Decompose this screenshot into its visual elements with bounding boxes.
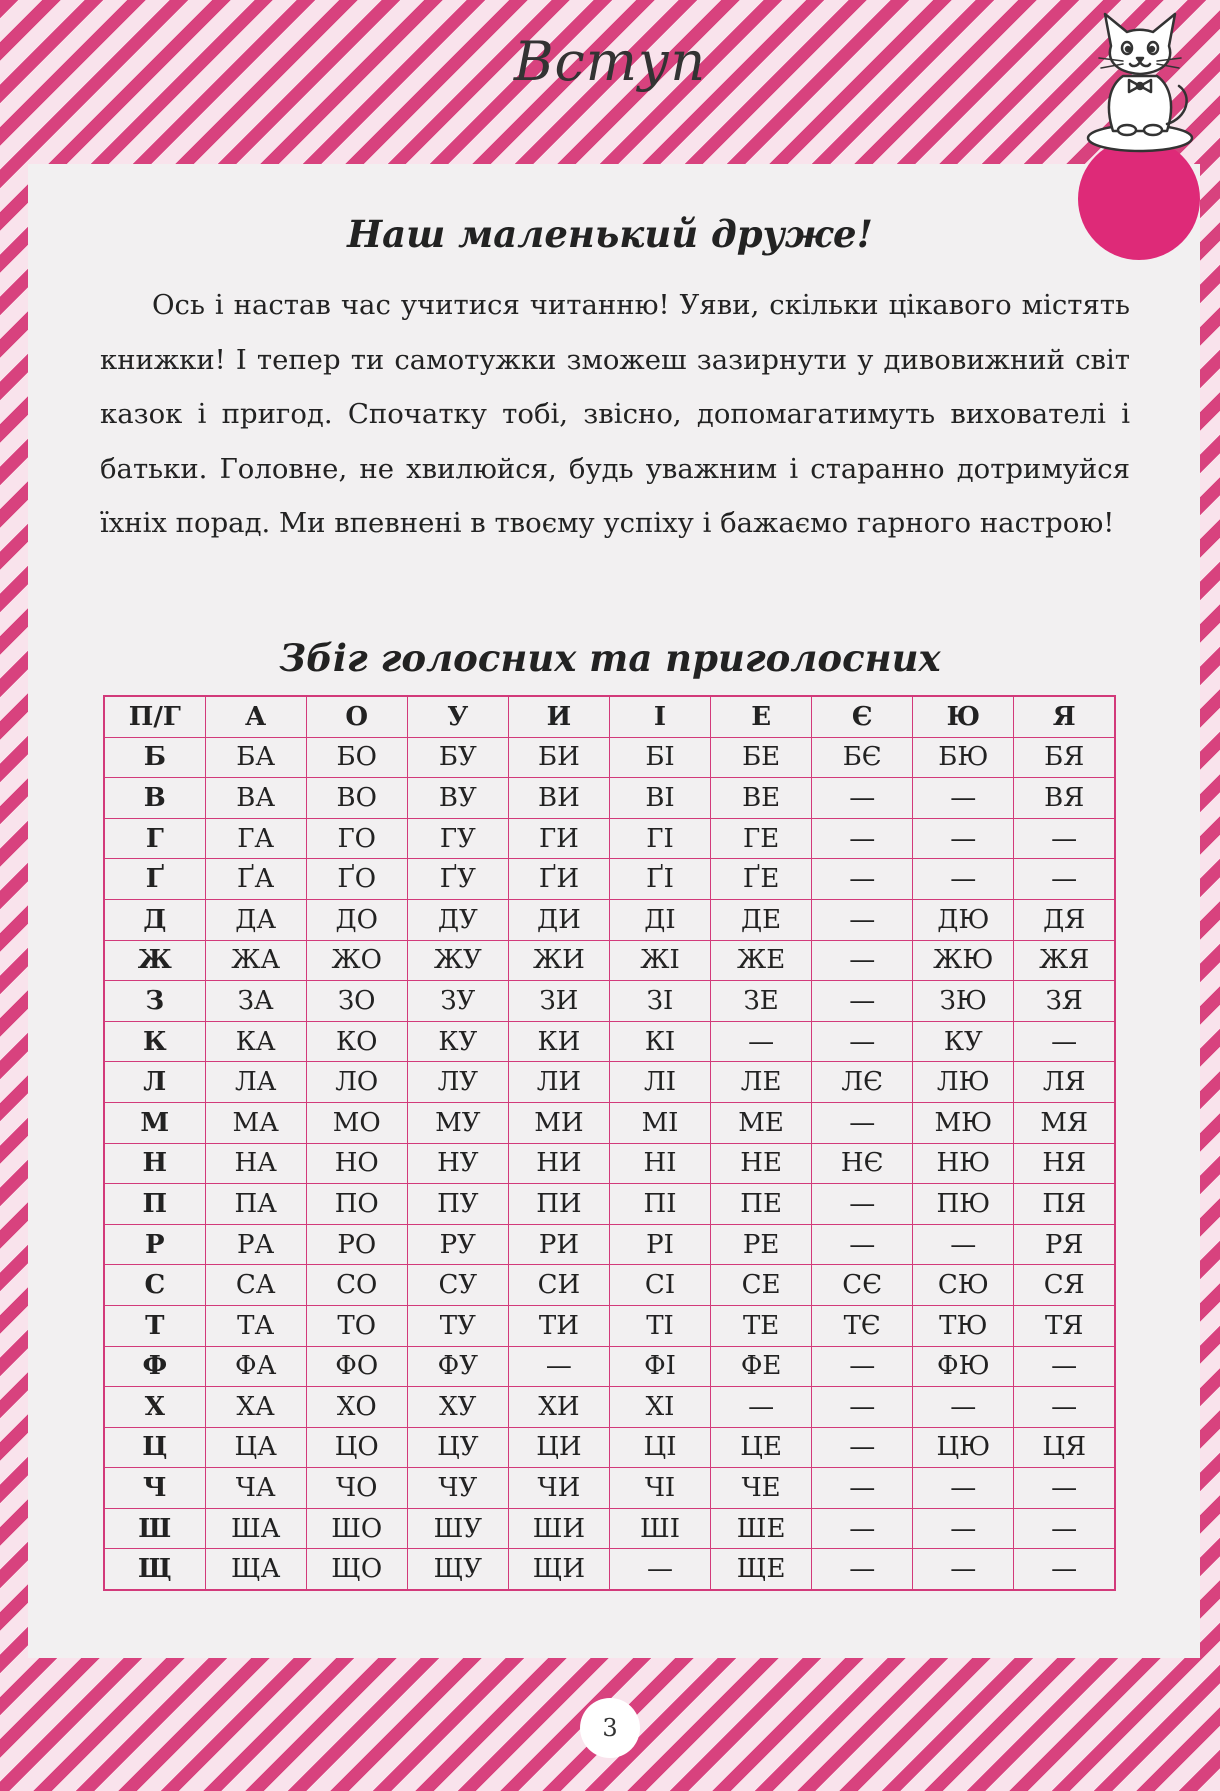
syllable-cell: — (812, 981, 913, 1022)
syllable-cell: ЗИ (508, 981, 609, 1022)
syllable-cell: ШО (306, 1508, 407, 1549)
consonant-cell: З (104, 981, 205, 1022)
syllable-cell: ГІ (609, 818, 710, 859)
syllable-cell: ЧО (306, 1468, 407, 1509)
syllable-cell: МЕ (711, 1102, 812, 1143)
intro-subtitle: Наш маленький друже! (347, 212, 873, 256)
table-row (104, 899, 1115, 940)
syllable-cell: — (913, 1468, 1014, 1509)
syllable-cell: РО (306, 1224, 407, 1265)
syllable-cell: БЕ (711, 737, 812, 778)
syllable-cell: СЕ (711, 1265, 812, 1306)
syllable-cell: ЩУ (407, 1549, 508, 1590)
syllable-cell: — (711, 1387, 812, 1428)
syllable-cell: — (812, 1508, 913, 1549)
syllable-cell: ЦЯ (1014, 1427, 1115, 1468)
table-row (104, 1549, 1115, 1590)
syllable-cell: ГИ (508, 818, 609, 859)
syllable-cell: СА (205, 1265, 306, 1306)
syllable-cell: ҐІ (609, 859, 710, 900)
syllable-cell: ЩО (306, 1549, 407, 1590)
syllable-cell: МИ (508, 1102, 609, 1143)
syllable-cell: РИ (508, 1224, 609, 1265)
syllable-cell: — (1014, 859, 1115, 900)
consonant-cell: Х (104, 1387, 205, 1428)
syllable-cell: ЖЕ (711, 940, 812, 981)
table-row (104, 1021, 1115, 1062)
syllable-cell: ЛО (306, 1062, 407, 1103)
consonant-cell: Г (104, 818, 205, 859)
consonant-cell: Щ (104, 1549, 205, 1590)
table-row (104, 1102, 1115, 1143)
syllable-cell: МА (205, 1102, 306, 1143)
syllable-cell: ТИ (508, 1305, 609, 1346)
syllable-cell: — (812, 899, 913, 940)
syllable-cell: НА (205, 1143, 306, 1184)
table-row (104, 818, 1115, 859)
syllable-cell: ТЯ (1014, 1305, 1115, 1346)
syllable-cell: МО (306, 1102, 407, 1143)
syllable-cell: НІ (609, 1143, 710, 1184)
syllable-cell: НУ (407, 1143, 508, 1184)
syllable-cell: БІ (609, 737, 710, 778)
syllable-cell: ЦА (205, 1427, 306, 1468)
syllable-cell: ХА (205, 1387, 306, 1428)
syllable-cell: СУ (407, 1265, 508, 1306)
table-row (104, 981, 1115, 1022)
syllable-cell: ЦІ (609, 1427, 710, 1468)
syllable-cell: — (609, 1549, 710, 1590)
syllable-cell: — (812, 1427, 913, 1468)
syllable-table (103, 695, 1116, 1591)
syllable-cell: ТЄ (812, 1305, 913, 1346)
consonant-cell: М (104, 1102, 205, 1143)
syllable-cell: ХІ (609, 1387, 710, 1428)
syllable-cell: БЯ (1014, 737, 1115, 778)
syllable-cell: — (913, 1549, 1014, 1590)
syllable-cell: КУ (407, 1021, 508, 1062)
syllable-cell: ЩА (205, 1549, 306, 1590)
table-row (104, 1062, 1115, 1103)
syllable-cell: — (913, 1508, 1014, 1549)
syllable-cell: НО (306, 1143, 407, 1184)
header-cell-vowel: І (609, 696, 710, 737)
table-row (104, 1387, 1115, 1428)
syllable-cell: ПЕ (711, 1184, 812, 1225)
syllable-cell: ВА (205, 778, 306, 819)
syllable-cell: КО (306, 1021, 407, 1062)
syllable-cell: ТА (205, 1305, 306, 1346)
syllable-cell: ПО (306, 1184, 407, 1225)
syllable-cell: СО (306, 1265, 407, 1306)
syllable-cell: МУ (407, 1102, 508, 1143)
syllable-cell: РЕ (711, 1224, 812, 1265)
header-cell-vowel: Ю (913, 696, 1014, 737)
syllable-cell: НЯ (1014, 1143, 1115, 1184)
syllable-cell: ЦУ (407, 1427, 508, 1468)
syllable-cell: РУ (407, 1224, 508, 1265)
syllable-cell: ФА (205, 1346, 306, 1387)
syllable-cell: БИ (508, 737, 609, 778)
header-cell-vowel: И (508, 696, 609, 737)
syllable-cell: ЗІ (609, 981, 710, 1022)
syllable-cell: ДЕ (711, 899, 812, 940)
syllable-cell: ГА (205, 818, 306, 859)
syllable-cell: БУ (407, 737, 508, 778)
syllable-cell: ТЕ (711, 1305, 812, 1346)
syllable-cell: — (913, 859, 1014, 900)
table-row (104, 1265, 1115, 1306)
syllable-cell: — (812, 1468, 913, 1509)
syllable-cell: ЖУ (407, 940, 508, 981)
table-row (104, 1427, 1115, 1468)
syllable-cell: ПУ (407, 1184, 508, 1225)
syllable-cell: ҐА (205, 859, 306, 900)
syllable-cell: ЗА (205, 981, 306, 1022)
consonant-cell: С (104, 1265, 205, 1306)
syllable-cell: ЛЄ (812, 1062, 913, 1103)
consonant-cell: К (104, 1021, 205, 1062)
syllable-cell: ЧА (205, 1468, 306, 1509)
table-row (104, 1224, 1115, 1265)
syllable-cell: ШЕ (711, 1508, 812, 1549)
table-row (104, 1508, 1115, 1549)
syllable-cell: ЗЕ (711, 981, 812, 1022)
syllable-cell: — (812, 859, 913, 900)
header-cell-vowel: Є (812, 696, 913, 737)
syllable-cell: ХИ (508, 1387, 609, 1428)
syllable-cell: ГО (306, 818, 407, 859)
syllable-cell: ПЮ (913, 1184, 1014, 1225)
syllable-cell: ЧІ (609, 1468, 710, 1509)
syllable-cell: — (711, 1021, 812, 1062)
syllable-cell: НЕ (711, 1143, 812, 1184)
syllable-cell: БЮ (913, 737, 1014, 778)
syllable-cell: МЯ (1014, 1102, 1115, 1143)
syllable-cell: РІ (609, 1224, 710, 1265)
table-title: Збіг голосних та приголосних (279, 636, 941, 680)
syllable-cell: КІ (609, 1021, 710, 1062)
consonant-cell: Б (104, 737, 205, 778)
table-row (104, 1468, 1115, 1509)
syllable-cell: СЮ (913, 1265, 1014, 1306)
syllable-cell: ГЕ (711, 818, 812, 859)
syllable-cell: ЛИ (508, 1062, 609, 1103)
syllable-cell: ЩИ (508, 1549, 609, 1590)
syllable-cell: ЩЕ (711, 1549, 812, 1590)
syllable-cell: ДЯ (1014, 899, 1115, 940)
syllable-cell: СІ (609, 1265, 710, 1306)
table-row (104, 859, 1115, 900)
syllable-cell: ФУ (407, 1346, 508, 1387)
syllable-cell: ШІ (609, 1508, 710, 1549)
header-cell-vowel: Я (1014, 696, 1115, 737)
syllable-cell: ФО (306, 1346, 407, 1387)
syllable-cell: ВЕ (711, 778, 812, 819)
table-row (104, 1143, 1115, 1184)
consonant-cell: Н (104, 1143, 205, 1184)
table-row (104, 778, 1115, 819)
syllable-cell: — (913, 1224, 1014, 1265)
syllable-cell: ШУ (407, 1508, 508, 1549)
syllable-cell: ХУ (407, 1387, 508, 1428)
table-row (104, 1305, 1115, 1346)
syllable-cell: ЖА (205, 940, 306, 981)
syllable-cell: КА (205, 1021, 306, 1062)
table-row (104, 737, 1115, 778)
syllable-cell: ЗО (306, 981, 407, 1022)
syllable-cell: — (812, 818, 913, 859)
syllable-cell: ПЯ (1014, 1184, 1115, 1225)
syllable-cell: — (508, 1346, 609, 1387)
consonant-cell: Т (104, 1305, 205, 1346)
consonant-cell: Ц (104, 1427, 205, 1468)
consonant-cell: В (104, 778, 205, 819)
syllable-cell: СИ (508, 1265, 609, 1306)
syllable-cell: ЦЕ (711, 1427, 812, 1468)
syllable-cell: ВУ (407, 778, 508, 819)
syllable-cell: ҐО (306, 859, 407, 900)
syllable-cell: — (812, 1184, 913, 1225)
syllable-cell: ХО (306, 1387, 407, 1428)
syllable-cell: ФЕ (711, 1346, 812, 1387)
syllable-cell: — (1014, 1468, 1115, 1509)
syllable-cell: ДІ (609, 899, 710, 940)
syllable-cell: ЗЯ (1014, 981, 1115, 1022)
table-row (104, 1184, 1115, 1225)
table-body (104, 737, 1115, 1590)
syllable-cell: ДЮ (913, 899, 1014, 940)
syllable-cell: — (812, 1549, 913, 1590)
syllable-cell: РЯ (1014, 1224, 1115, 1265)
syllable-cell: НИ (508, 1143, 609, 1184)
syllable-cell: ВЯ (1014, 778, 1115, 819)
consonant-cell: Ш (104, 1508, 205, 1549)
syllable-cell: ЛЮ (913, 1062, 1014, 1103)
syllable-cell: ҐУ (407, 859, 508, 900)
syllable-cell: ТУ (407, 1305, 508, 1346)
consonant-cell: Р (104, 1224, 205, 1265)
syllable-cell: ЛЕ (711, 1062, 812, 1103)
syllable-cell: ПА (205, 1184, 306, 1225)
syllable-cell: ЧУ (407, 1468, 508, 1509)
header-cell-corner: П/Г (104, 696, 205, 737)
table-row (104, 1346, 1115, 1387)
syllable-cell: ФІ (609, 1346, 710, 1387)
table-header-row (104, 696, 1115, 737)
syllable-cell: ЖІ (609, 940, 710, 981)
syllable-cell: СЄ (812, 1265, 913, 1306)
syllable-cell: ПИ (508, 1184, 609, 1225)
syllable-cell: — (812, 1346, 913, 1387)
syllable-cell: ЖЮ (913, 940, 1014, 981)
syllable-cell: КИ (508, 1021, 609, 1062)
syllable-cell: БЄ (812, 737, 913, 778)
syllable-cell: ЧИ (508, 1468, 609, 1509)
syllable-cell: КУ (913, 1021, 1014, 1062)
syllable-cell: — (812, 940, 913, 981)
consonant-cell: Ґ (104, 859, 205, 900)
syllable-cell: ЦИ (508, 1427, 609, 1468)
syllable-cell: ЖЯ (1014, 940, 1115, 981)
intro-paragraph: Ось і настав час учитися читанню! Уяви, скільки цікавого містять книжки! І тепер ти самотужки зможеш зазирнути у дивовижний світ казок і пригод. Спочатку тобі, звісно, допомагатимуть вихователі і батьки. Головне, не хвилюйся, будь уважним і старанно дотримуйся їхніх порад. Ми впевнені в твоєму успіху і бажаємо гарного настрою! (100, 289, 1130, 539)
page-title: Вступ (513, 30, 707, 93)
syllable-cell: ЗУ (407, 981, 508, 1022)
syllable-cell: ТІ (609, 1305, 710, 1346)
syllable-cell: — (812, 1387, 913, 1428)
header-cell-vowel: О (306, 696, 407, 737)
syllable-cell: ШИ (508, 1508, 609, 1549)
syllable-cell: ТО (306, 1305, 407, 1346)
consonant-cell: П (104, 1184, 205, 1225)
table-row (104, 940, 1115, 981)
syllable-cell: СЯ (1014, 1265, 1115, 1306)
syllable-cell: — (1014, 1387, 1115, 1428)
syllable-cell: — (1014, 1021, 1115, 1062)
syllable-cell: ФЮ (913, 1346, 1014, 1387)
syllable-cell: ЦЮ (913, 1427, 1014, 1468)
syllable-cell: НЄ (812, 1143, 913, 1184)
syllable-cell: — (913, 818, 1014, 859)
syllable-cell: — (1014, 1346, 1115, 1387)
syllable-cell: — (913, 1387, 1014, 1428)
syllable-cell: МІ (609, 1102, 710, 1143)
syllable-cell: ЛЯ (1014, 1062, 1115, 1103)
syllable-cell: ЦО (306, 1427, 407, 1468)
consonant-cell: Д (104, 899, 205, 940)
syllable-cell: ДО (306, 899, 407, 940)
syllable-cell: ЧЕ (711, 1468, 812, 1509)
syllable-cell: — (812, 1224, 913, 1265)
syllable-cell: ДА (205, 899, 306, 940)
syllable-cell: БА (205, 737, 306, 778)
syllable-cell: — (1014, 818, 1115, 859)
syllable-cell: ПІ (609, 1184, 710, 1225)
consonant-cell: Ч (104, 1468, 205, 1509)
header-cell-vowel: А (205, 696, 306, 737)
syllable-cell: ЛУ (407, 1062, 508, 1103)
syllable-cell: ГУ (407, 818, 508, 859)
syllable-cell: — (913, 778, 1014, 819)
syllable-cell: БО (306, 737, 407, 778)
consonant-cell: Ж (104, 940, 205, 981)
syllable-cell: ВО (306, 778, 407, 819)
syllable-cell: ЗЮ (913, 981, 1014, 1022)
header-cell-vowel: У (407, 696, 508, 737)
header-cell-vowel: Е (711, 696, 812, 737)
syllable-cell: — (812, 778, 913, 819)
syllable-cell: ЖО (306, 940, 407, 981)
syllable-cell: — (1014, 1549, 1115, 1590)
syllable-cell: — (812, 1021, 913, 1062)
syllable-cell: ЖИ (508, 940, 609, 981)
page-number: 3 (580, 1698, 640, 1758)
syllable-cell: ТЮ (913, 1305, 1014, 1346)
syllable-cell: ДИ (508, 899, 609, 940)
syllable-cell: ВІ (609, 778, 710, 819)
syllable-cell: МЮ (913, 1102, 1014, 1143)
syllable-cell: ҐИ (508, 859, 609, 900)
syllable-cell: РА (205, 1224, 306, 1265)
syllable-cell: — (1014, 1508, 1115, 1549)
consonant-cell: Л (104, 1062, 205, 1103)
syllable-cell: — (812, 1102, 913, 1143)
syllable-cell: ҐЕ (711, 859, 812, 900)
syllable-cell: ВИ (508, 778, 609, 819)
syllable-cell: НЮ (913, 1143, 1014, 1184)
syllable-cell: ЛА (205, 1062, 306, 1103)
syllable-cell: ДУ (407, 899, 508, 940)
syllable-cell: ША (205, 1508, 306, 1549)
syllable-cell: ЛІ (609, 1062, 710, 1103)
consonant-cell: Ф (104, 1346, 205, 1387)
